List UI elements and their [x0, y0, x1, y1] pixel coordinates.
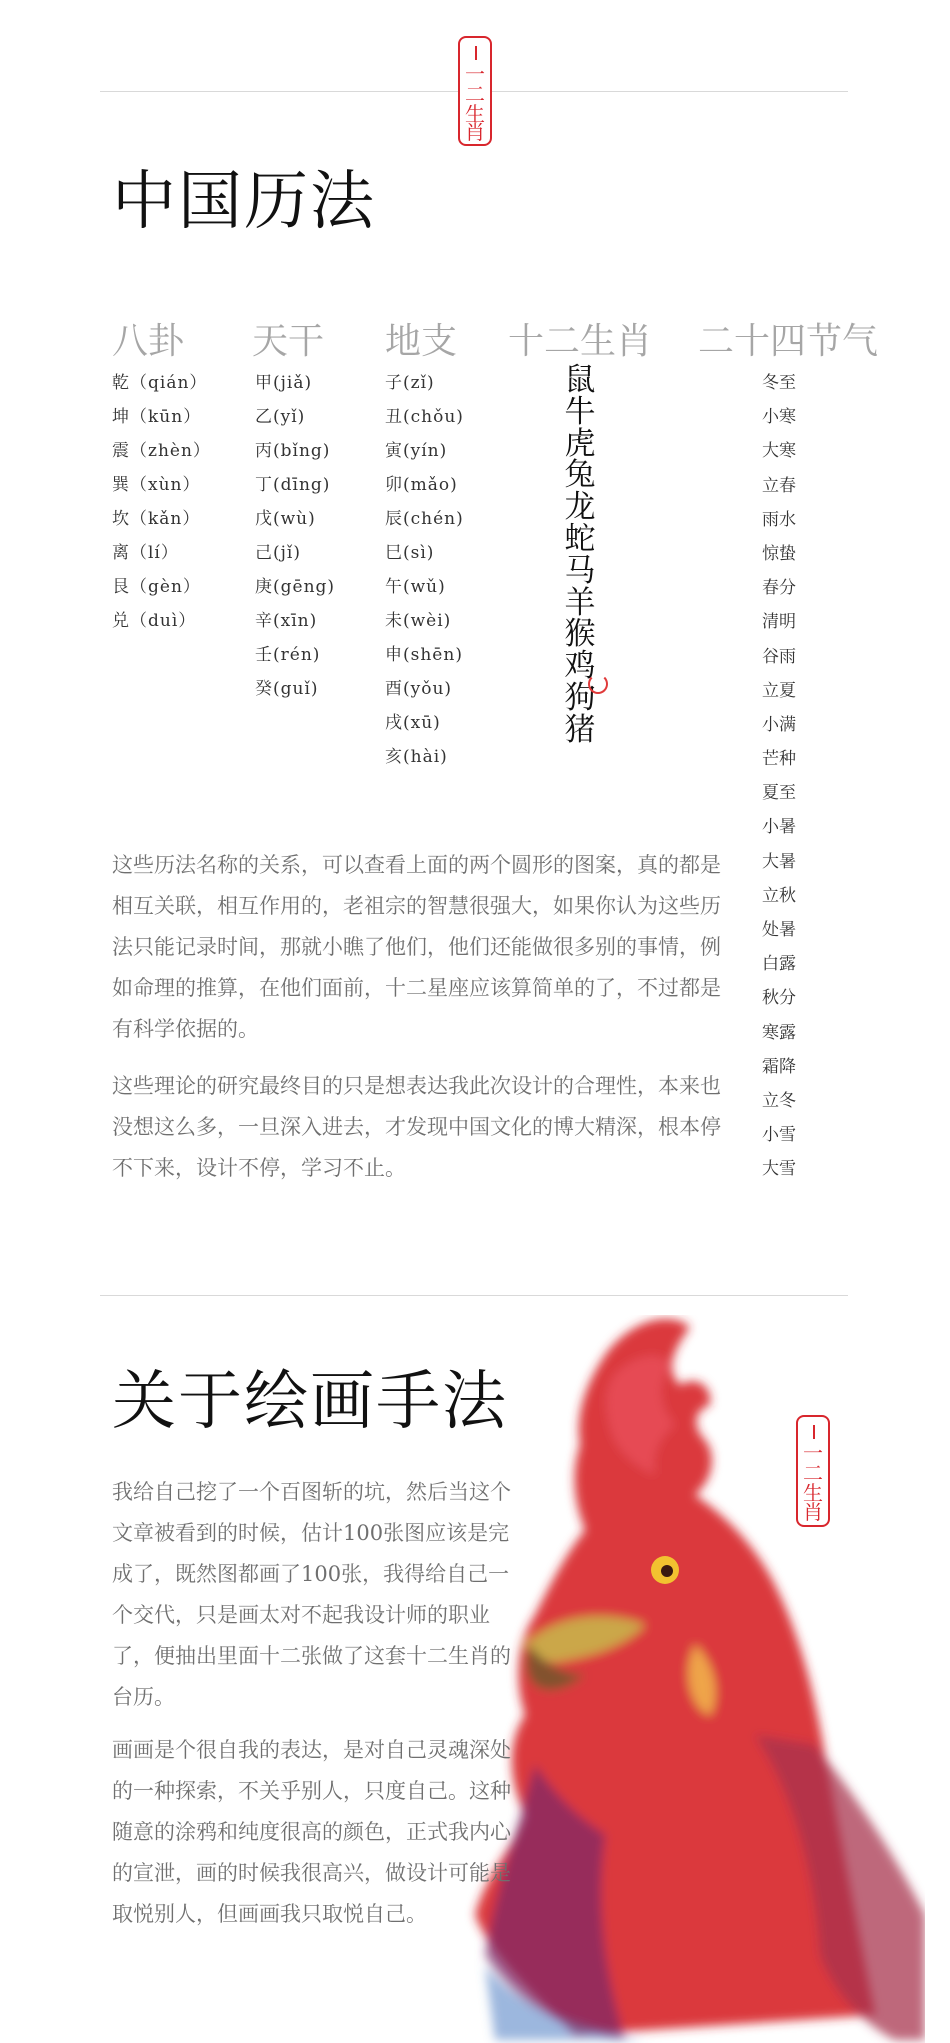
- list-item: 子(zǐ): [385, 373, 435, 393]
- list-item: 丑(chǒu): [385, 407, 464, 427]
- zodiac-animal: 狗: [564, 679, 596, 716]
- jieqi-heading: 二十四节气: [698, 321, 879, 362]
- zodiac-animal: 兔: [564, 457, 596, 494]
- list-item: 戊(wù): [255, 509, 316, 529]
- list-item: 秋分: [762, 988, 796, 1009]
- calendar-section-title: 中国历法: [112, 165, 376, 239]
- list-item: 酉(yǒu): [385, 679, 453, 699]
- list-item: 芒种: [762, 749, 796, 770]
- list-item: 大寒: [762, 441, 796, 462]
- bagua-heading: 八卦: [112, 321, 185, 362]
- zodiac-animal: 鼠: [564, 362, 596, 398]
- list-item: 小暑: [762, 817, 796, 838]
- list-item: 大暑: [762, 851, 796, 872]
- dizhi-list: [385, 366, 464, 774]
- list-item: 立冬: [762, 1090, 796, 1111]
- list-item: 己(jǐ): [255, 543, 301, 563]
- list-item: 庚(gēng): [255, 577, 336, 597]
- list-item: 霜降: [762, 1056, 796, 1077]
- list-item: 惊蛰: [762, 543, 796, 564]
- list-item: 小寒: [762, 407, 796, 428]
- list-item: 甲(jiǎ): [255, 373, 313, 393]
- list-item: 乙(yǐ): [255, 407, 306, 427]
- zodiac-animal: 牛: [564, 393, 596, 430]
- list-item: 艮（gèn）: [112, 577, 201, 597]
- tiangan-heading: 天干: [252, 321, 325, 362]
- solar-terms-list: [762, 366, 796, 1187]
- list-item: 兑（duì）: [112, 611, 197, 631]
- list-item: 雨水: [762, 509, 796, 530]
- list-item: 未(wèi): [385, 611, 452, 631]
- list-item: 坤（kūn）: [112, 407, 202, 427]
- tiangan-list: [255, 366, 335, 706]
- list-item: 立春: [762, 475, 796, 496]
- list-item: 寒露: [762, 1022, 796, 1043]
- list-item: 小满: [762, 714, 796, 735]
- section-divider: [100, 1295, 848, 1296]
- list-item: 坎（kǎn）: [112, 509, 201, 529]
- zodiac-seal-logo-secondary: 一 二 生 肖: [796, 1415, 830, 1527]
- list-item: 亥(hài): [385, 747, 448, 767]
- zodiac-animal: 马: [564, 552, 596, 589]
- list-item: 巳(sì): [385, 543, 435, 563]
- list-item: 巽（xùn）: [112, 475, 201, 495]
- list-item: 立秋: [762, 885, 796, 906]
- calendar-paragraph-1: 这些历法名称的关系，可以查看上面的两个圆形的图案，真的都是相互关联，相互作用的，老祖宗的智慧很强大，如果你认为这些历法只能记录时间，那就小瞧了他们，他们还能做很多别的事情，例如命理的推算，在他们面前，十二星座应该算简单的了，不过都是有科学依据的。: [112, 853, 721, 1041]
- list-item: 癸(guǐ): [255, 679, 319, 699]
- list-item: 丙(bǐng): [255, 441, 331, 461]
- zodiac-animal: 猪: [564, 711, 596, 748]
- painting-paragraph-1: 我给自己挖了一个百图斩的坑，然后当这个文章被看到的时候，估计100张图应该是完成了，既然图都画了100张，我得给自己一个交代，只是画太对不起我设计师的职业了，便抽出里面十二张做了这套十二生肖的台历。: [112, 1480, 511, 1709]
- list-item: 冬至: [762, 373, 796, 393]
- list-item: 白露: [762, 954, 796, 975]
- list-item: 辛(xīn): [255, 611, 318, 631]
- rooster-highlight-circle: [588, 674, 608, 694]
- list-item: 戌(xū): [385, 713, 441, 733]
- rooster-watercolor-illustration: [455, 1315, 925, 2043]
- list-item: 乾（qián）: [112, 373, 208, 393]
- zodiac-animal: 羊: [564, 584, 596, 621]
- painting-paragraph-2: 画画是个很自我的表达，是对自己灵魂深处的一种探索，不关乎别人，只度自己。这种随意的涂鸦和纯度很高的颜色，正式我内心的宣泄，画的时候我很高兴，做设计可能是取悦别人，但画画我只取悦自己。: [112, 1738, 511, 1926]
- list-item: 离（lí）: [112, 543, 179, 563]
- list-item: 寅(yín): [385, 441, 448, 461]
- dizhi-heading: 地支: [385, 321, 458, 362]
- list-item: 小雪: [762, 1125, 796, 1146]
- painting-section-title: 关于绘画手法: [112, 1365, 508, 1439]
- zodiac-animal: 鸡: [564, 648, 596, 685]
- zodiac-animal: 猴: [564, 616, 596, 653]
- list-item: 申(shēn): [385, 645, 463, 665]
- bagua-list: [112, 366, 211, 638]
- list-item: 春分: [762, 578, 796, 599]
- list-item: 立夏: [762, 680, 796, 701]
- zodiac-animal: 龙: [564, 489, 596, 526]
- zodiac-animal: 虎: [564, 425, 596, 462]
- list-item: 卯(mǎo): [385, 475, 458, 495]
- zodiac-seal-logo: 一 二 生 肖: [458, 36, 492, 146]
- list-item: 大雪: [762, 1159, 796, 1180]
- calendar-paragraph-2: 这些理论的研究最终目的只是想表达我此次设计的合理性，本来也没想这么多，一旦深入进去，才发现中国文化的博大精深，根本停不下来，设计不停，学习不止。: [112, 1074, 721, 1180]
- list-item: 夏至: [762, 783, 796, 804]
- list-item: 震（zhèn）: [112, 441, 211, 461]
- list-item: 壬(rén): [255, 645, 321, 665]
- list-item: 午(wǔ): [385, 577, 446, 597]
- shengxiao-heading: 十二生肖: [508, 321, 653, 362]
- list-item: 清明: [762, 612, 796, 633]
- list-item: 处暑: [762, 920, 796, 940]
- list-item: 谷雨: [762, 646, 796, 667]
- list-item: 辰(chén): [385, 509, 464, 529]
- list-item: 丁(dīng): [255, 475, 331, 495]
- zodiac-animal: 蛇: [564, 520, 596, 557]
